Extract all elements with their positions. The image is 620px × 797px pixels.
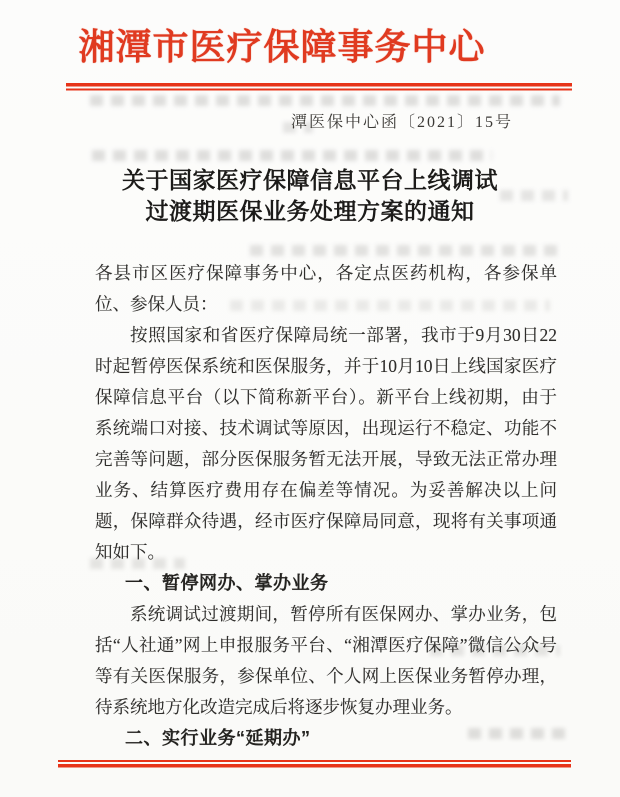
bleedthrough-artifact xyxy=(92,150,492,161)
section-1-heading: 一、暂停网办、掌办业务 xyxy=(125,573,329,593)
document-title-line1: 关于国家医疗保障信息平台上线调试 xyxy=(122,168,498,193)
document-title-line2: 过渡期医保业务处理方案的通知 xyxy=(145,199,475,224)
document-body xyxy=(95,258,557,754)
letterhead-org-name: 湘潭市医疗保障事务中心 xyxy=(78,27,486,67)
section-2-heading: 二、实行业务“延期办” xyxy=(125,728,311,748)
bleedthrough-artifact xyxy=(90,95,560,106)
footer-double-rule xyxy=(58,760,571,769)
section-1-paragraph: 系统调试过渡期间，暂停所有医保网办、掌办业务，包括“人社通”网上申报服务平台、“湘潭医疗保障”微信公众号等有关医保服务，参保单位、个人网上医保业务暂停办理，待系统地方化改造完成后将逐步恢复办理业务。 xyxy=(95,604,557,717)
document-number: 潭医保中心函〔2021〕15号 xyxy=(290,114,513,131)
salutation: 各县市区医疗保障事务中心，各定点医药机构，各参保单位、参保人员： xyxy=(95,263,557,314)
intro-paragraph: 按照国家和省医疗保障局统一部署，我市于9月30日22时起暂停医保系统和医保服务，并于10月10日上线国家医疗保障信息平台（以下简称新平台）。新平台上线初期，由于系统端口对接、技术调试等原因，出现运行不稳定、功能不完善等问题，部分医保服务暂无法开展，导致无法正常办理业务、结算医疗费用存在偏差等情况。为妥善解决以上问题，保障群众待遇，经市医疗保障局同意，现将有关事项通知如下。 xyxy=(95,325,557,562)
letterhead-double-rule xyxy=(66,83,572,92)
document-title xyxy=(0,165,620,227)
bleedthrough-artifact xyxy=(250,245,565,256)
